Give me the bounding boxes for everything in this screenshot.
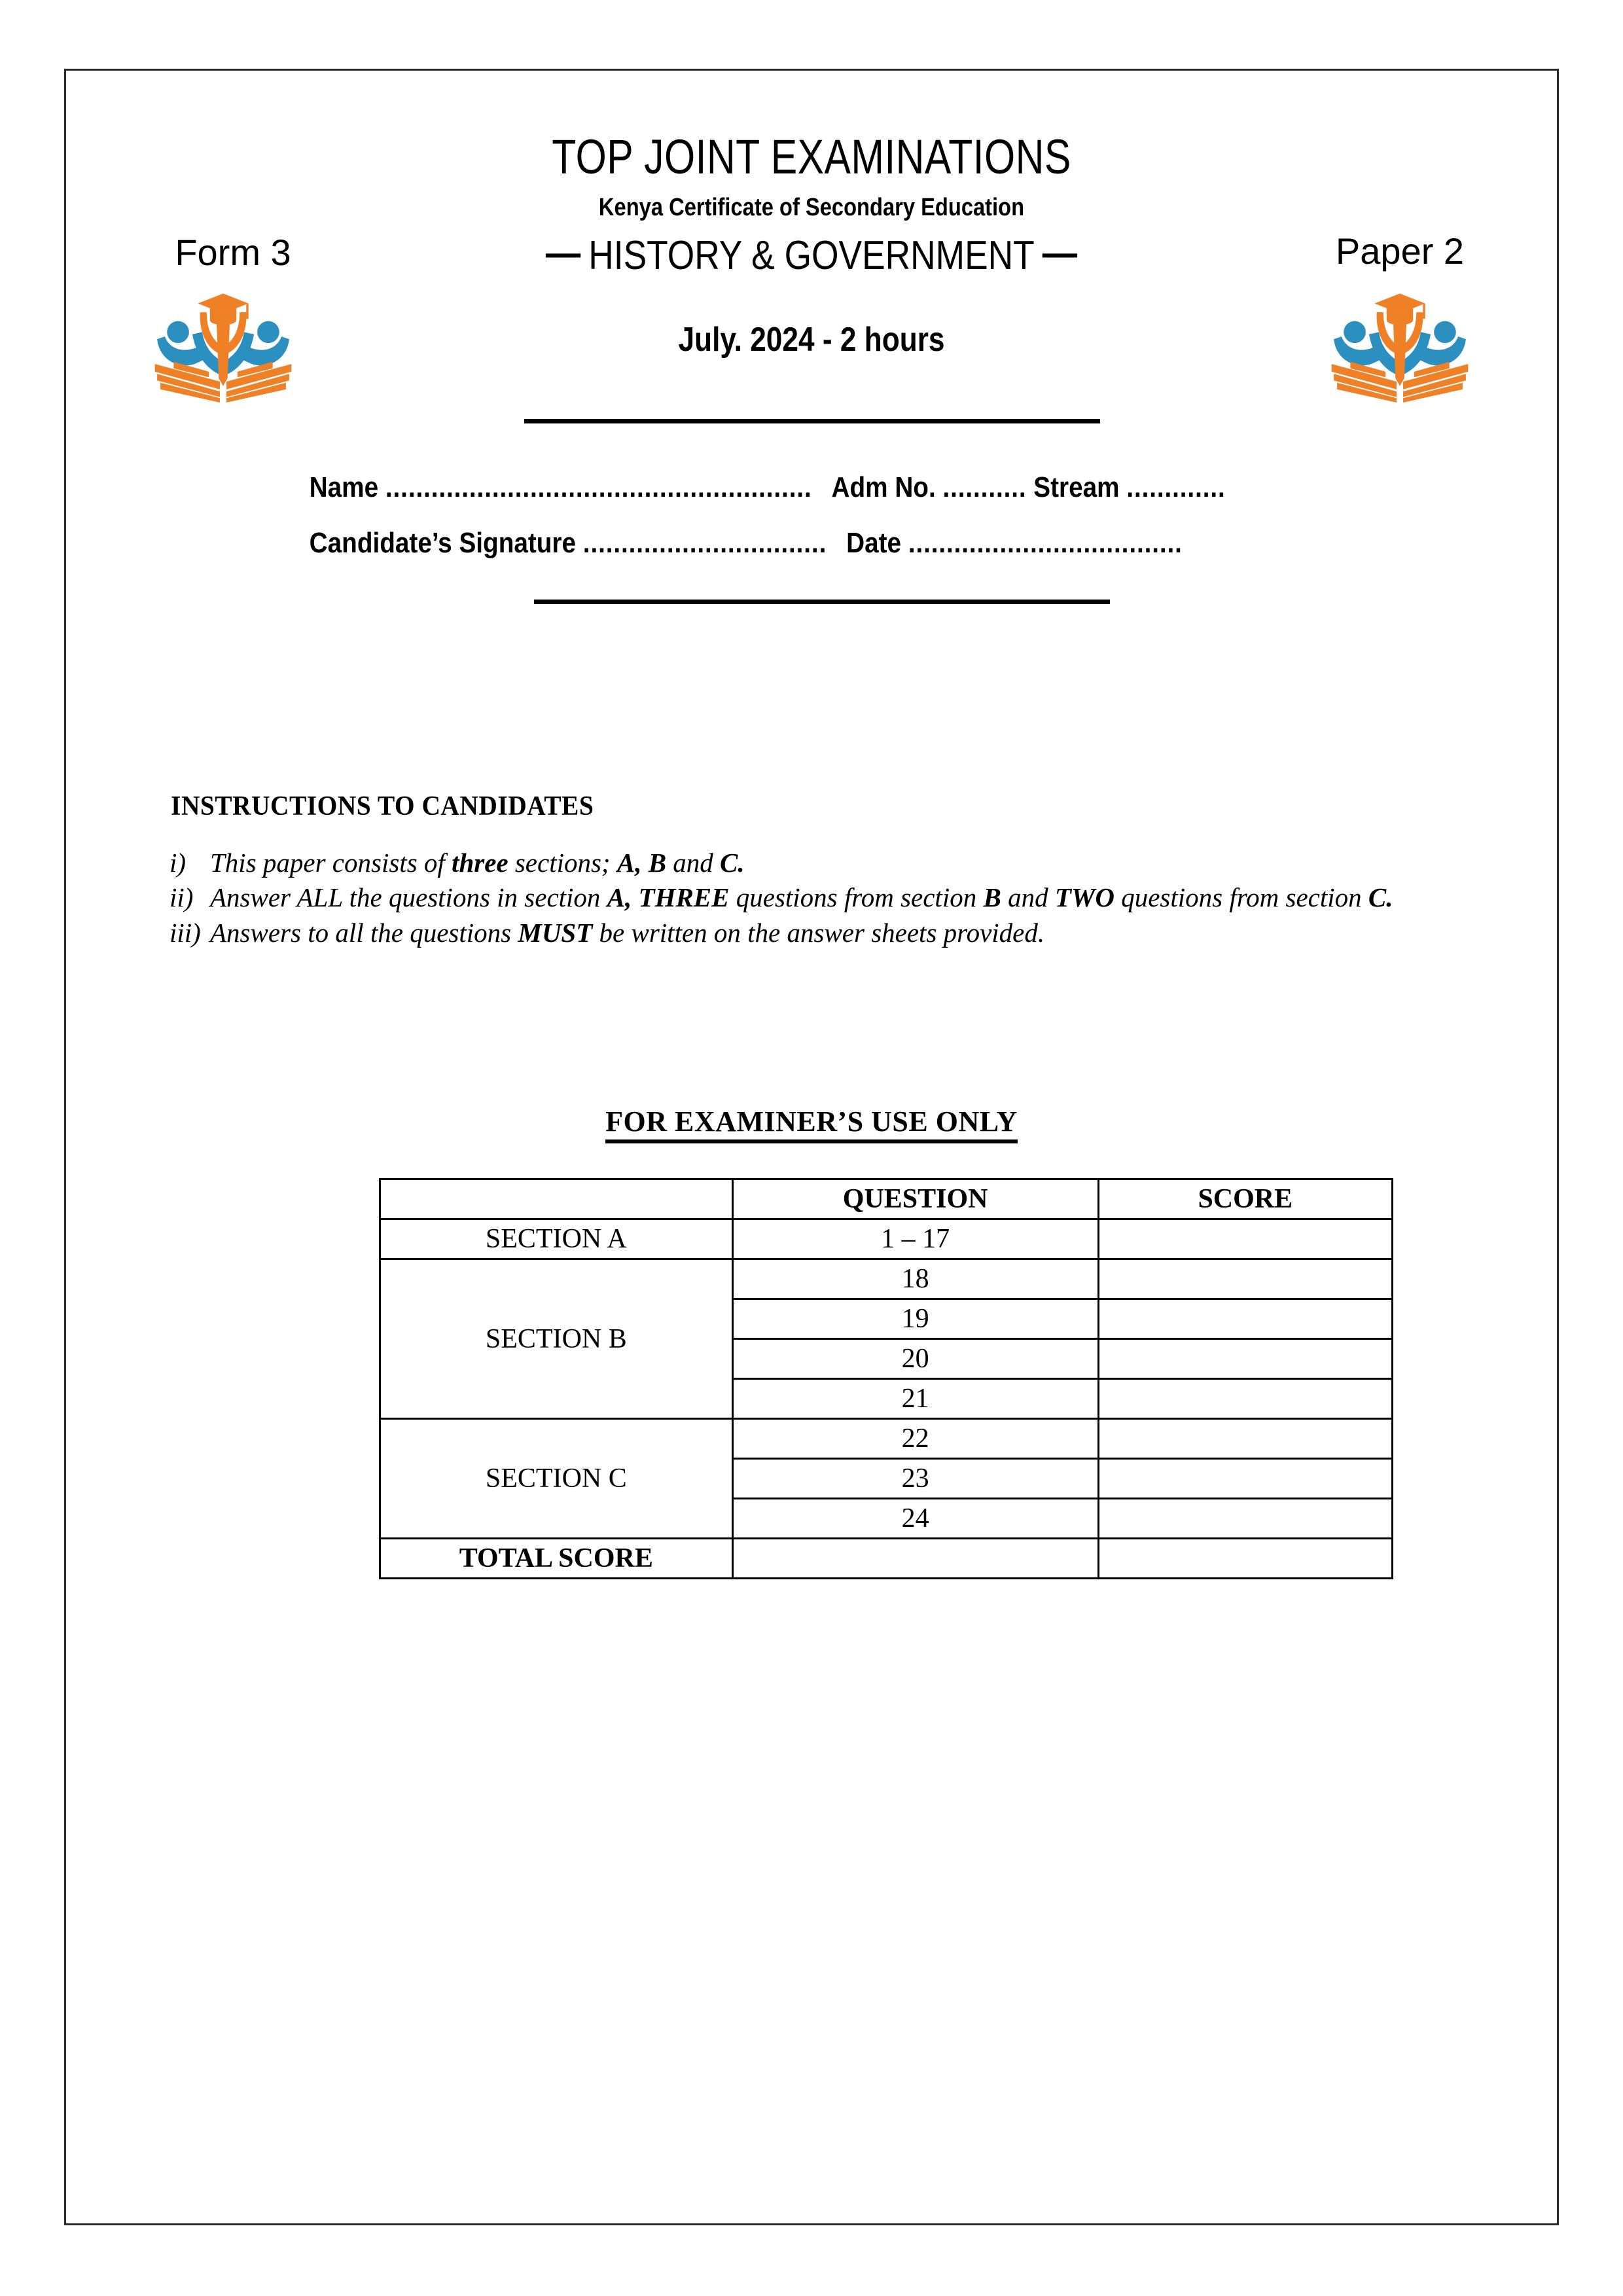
date-label: Date bbox=[846, 527, 902, 559]
instruction-text: Answers to all the questions MUST be written on the answer sheets provided. bbox=[210, 917, 1045, 948]
candidate-name-row bbox=[166, 473, 1622, 502]
instruction-text: This paper consists of three sections; A, B and C. bbox=[210, 848, 745, 878]
instruction-text: Answer ALL the questions in section A, THREE questions from section B and TWO questions from section C. bbox=[210, 882, 1393, 913]
stream-input[interactable]: ............. bbox=[1126, 471, 1226, 503]
score-cell[interactable] bbox=[1098, 1219, 1392, 1259]
header-divider-top bbox=[524, 419, 1100, 423]
candidate-signature-row bbox=[166, 529, 1622, 558]
school-logo-right bbox=[1328, 281, 1472, 403]
dash-left-icon: — bbox=[545, 230, 581, 276]
question-cell: 20 bbox=[732, 1339, 1098, 1379]
signature-input[interactable]: ................................ bbox=[582, 527, 827, 559]
section-cell: SECTION A bbox=[380, 1219, 733, 1259]
score-cell[interactable] bbox=[1098, 1299, 1392, 1339]
exam-page-border bbox=[64, 69, 1559, 2225]
total-question-cell bbox=[732, 1539, 1098, 1579]
question-cell: 23 bbox=[732, 1459, 1098, 1499]
score-cell[interactable] bbox=[1098, 1419, 1392, 1459]
instructions-heading: INSTRUCTIONS TO CANDIDATES bbox=[171, 791, 594, 821]
instructions-list bbox=[169, 846, 1413, 951]
exam-subtitle: Kenya Certificate of Secondary Education bbox=[598, 194, 1025, 221]
exam-title: TOP JOINT EXAMINATIONS bbox=[552, 130, 1071, 184]
table-row bbox=[380, 1259, 1393, 1299]
instruction-item bbox=[169, 846, 1413, 880]
stream-label: Stream bbox=[1033, 471, 1120, 503]
adm-no-label: Adm No. bbox=[831, 471, 936, 503]
score-cell[interactable] bbox=[1098, 1259, 1392, 1299]
score-cell[interactable] bbox=[1098, 1499, 1392, 1539]
examiner-use-heading bbox=[66, 1105, 1557, 1138]
exam-date-duration: July. 2024 - 2 hours bbox=[678, 321, 945, 359]
instruction-marker: ii) bbox=[169, 882, 194, 913]
school-logo-left bbox=[151, 281, 295, 403]
score-cell[interactable] bbox=[1098, 1459, 1392, 1499]
form-label: Form 3 bbox=[175, 232, 291, 273]
question-cell: 21 bbox=[732, 1379, 1098, 1419]
header-cell-blank bbox=[380, 1179, 733, 1219]
score-table-body bbox=[380, 1179, 1393, 1579]
total-score-row bbox=[380, 1539, 1393, 1579]
examiner-score-table bbox=[379, 1178, 1393, 1579]
examiner-use-heading-text: FOR EXAMINER’S USE ONLY bbox=[605, 1105, 1018, 1143]
table-row bbox=[380, 1219, 1393, 1259]
header-cell-question: QUESTION bbox=[732, 1179, 1098, 1219]
table-header-row bbox=[380, 1179, 1393, 1219]
dash-right-icon: — bbox=[1042, 230, 1078, 276]
adm-no-input[interactable]: ........... bbox=[942, 471, 1027, 503]
question-cell: 19 bbox=[732, 1299, 1098, 1339]
section-cell: SECTION C bbox=[380, 1419, 733, 1539]
header-cell-score: SCORE bbox=[1098, 1179, 1392, 1219]
total-score-label: TOTAL SCORE bbox=[380, 1539, 733, 1579]
subject-name: HISTORY & GOVERNMENT bbox=[588, 233, 1035, 278]
question-cell: 18 bbox=[732, 1259, 1098, 1299]
instruction-item bbox=[169, 916, 1413, 950]
header-divider-bottom bbox=[534, 600, 1110, 604]
question-cell: 1 – 17 bbox=[732, 1219, 1098, 1259]
table-row bbox=[380, 1419, 1393, 1459]
instruction-marker: i) bbox=[169, 848, 187, 878]
score-cell[interactable] bbox=[1098, 1379, 1392, 1419]
subject-line bbox=[170, 230, 1452, 278]
date-input[interactable]: .................................... bbox=[908, 527, 1183, 559]
question-cell: 22 bbox=[732, 1419, 1098, 1459]
signature-label: Candidate’s Signature bbox=[309, 527, 577, 559]
name-input[interactable]: ........................................................ bbox=[385, 471, 812, 503]
score-cell[interactable] bbox=[1098, 1339, 1392, 1379]
paper-label: Paper 2 bbox=[1335, 230, 1465, 272]
total-score-cell[interactable] bbox=[1098, 1539, 1392, 1579]
question-cell: 24 bbox=[732, 1499, 1098, 1539]
instruction-item bbox=[169, 881, 1413, 914]
name-label: Name bbox=[309, 471, 379, 503]
section-cell: SECTION B bbox=[380, 1259, 733, 1419]
instruction-marker: iii) bbox=[169, 917, 201, 948]
